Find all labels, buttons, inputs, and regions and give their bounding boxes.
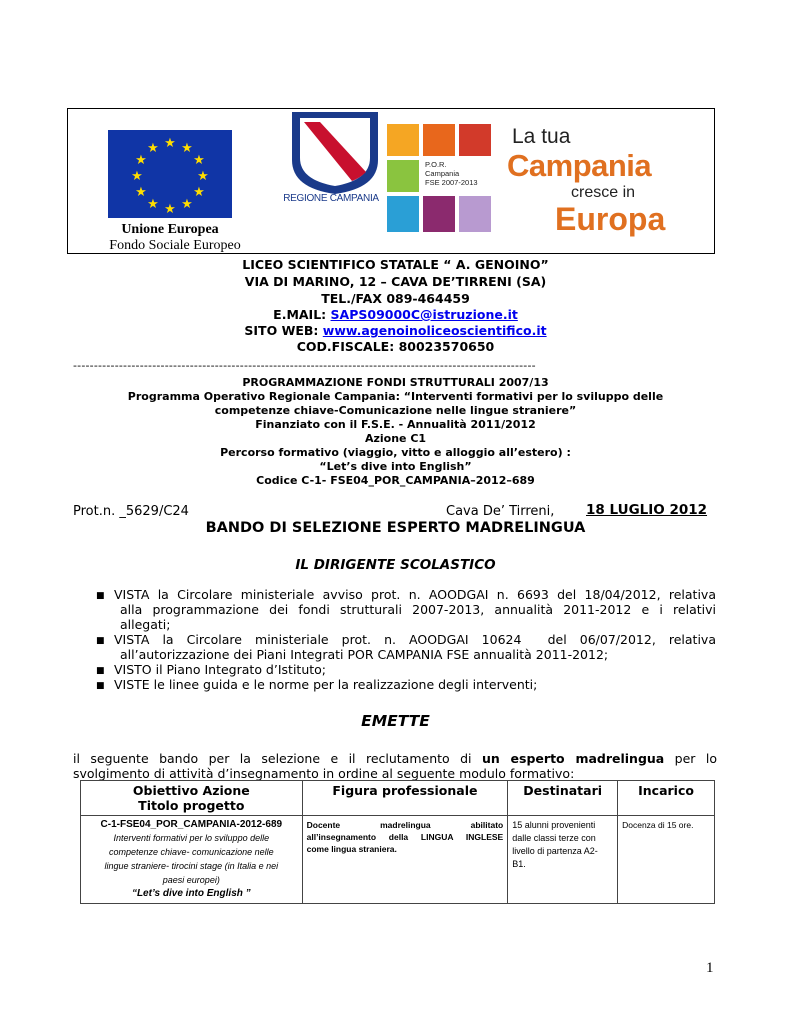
bullet-1-line2: alla programmazione dei fondi strutturali 2007-2013, annualità 2011-2012 e i relativi <box>120 602 716 617</box>
bullet-icon: ■ <box>96 636 105 646</box>
header-obiettivo-line2: Titolo progetto <box>138 798 245 813</box>
cell-figura <box>302 816 508 904</box>
figura-line3: come lingua straniera. <box>306 844 397 854</box>
website-link[interactable]: www.agenoinoliceoscientifico.it <box>322 323 547 338</box>
svg-text:★: ★ <box>164 136 176 151</box>
project-title-line1: Interventi formativi per lo sviluppo delle <box>113 833 270 843</box>
intro-part2: per lo <box>664 751 717 766</box>
bullet-1-line3: allegati; <box>120 617 171 632</box>
bullet-icon: ■ <box>96 681 105 691</box>
list-item <box>96 677 716 692</box>
separator-line: --------------------------------------------------------------------------------------------------------------- <box>73 359 536 372</box>
email-label: E.MAIL: <box>273 307 331 322</box>
figura-line2: all’insegnamento della LINGUA INGLESE <box>306 832 504 842</box>
list-item <box>96 662 716 677</box>
project-title-line2: competenze chiave- comunicazione nelle <box>109 847 274 857</box>
figura-line1: Docente madrelingua abilitato <box>306 820 504 830</box>
regione-campania-label: REGIONE CAMPANIA <box>283 193 379 204</box>
por-label-line3: FSE 2007-2013 <box>425 178 478 187</box>
emette-heading: EMETTE <box>361 712 430 730</box>
header-obiettivo-line1: Obiettivo Azione <box>132 783 250 798</box>
dirigente-heading: IL DIRIGENTE SCOLASTICO <box>295 557 496 573</box>
bullet-3-line1: VISTO il Piano Integrato d’Istituto; <box>114 662 326 677</box>
web-label: SITO WEB: <box>244 323 323 338</box>
project-title-line4: paesi europei) <box>162 875 220 885</box>
intro-paragraph-line2: svolgimento di attività d’insegnamento in ordine al seguente modulo formativo: <box>73 766 575 781</box>
por-label-line2: Campania <box>425 169 460 178</box>
modulo-table <box>80 780 715 904</box>
svg-text:★: ★ <box>147 197 159 212</box>
slogan-campania: Campania <box>507 148 652 183</box>
page-number: 1 <box>706 960 714 976</box>
protocol-number: Prot.n. _5629/C24 <box>73 504 189 519</box>
eu-flag-logo <box>108 130 232 218</box>
school-address: VIA DI MARINO, 12 – CAVA DE’TIRRENI (SA) <box>244 274 547 289</box>
bullet-1-line1: VISTA la Circolare ministeriale avviso prot. n. AOODGAI n. 6693 del 18/04/2012, relativa <box>114 587 716 602</box>
svg-text:★: ★ <box>181 141 193 156</box>
document-date: 18 LUGLIO 2012 <box>586 502 708 518</box>
svg-text:★: ★ <box>181 197 193 212</box>
slogan-cresce-in: cresce in <box>571 184 636 201</box>
svg-text:★: ★ <box>131 169 143 184</box>
por-fse-label <box>425 160 478 187</box>
list-item <box>96 587 716 632</box>
program-line-5: Azione C1 <box>364 432 427 445</box>
svg-text:★: ★ <box>135 185 147 200</box>
intro-part1: il seguente bando per la selezione e il reclutamento di <box>73 751 482 766</box>
destinatari-line2: dalle classi terze con <box>512 833 596 843</box>
school-email-line <box>0 307 791 323</box>
destinatari-line4: B1. <box>512 859 526 869</box>
project-code: C-1-FSE04_POR_CAMPANIA-2012-689 <box>100 819 283 830</box>
svg-text:★: ★ <box>147 141 159 156</box>
svg-text:★: ★ <box>197 169 209 184</box>
project-title-line5: “Let’s dive into English ” <box>131 888 251 899</box>
place-label: Cava De’ Tirreni, <box>446 504 555 519</box>
table-row <box>81 816 715 904</box>
eu-caption-subtitle: Fondo Sociale Europeo <box>109 238 241 253</box>
cell-incarico: Docenza di 15 ore. <box>618 816 715 904</box>
svg-text:★: ★ <box>135 153 147 168</box>
bullet-list <box>96 587 716 692</box>
intro-paragraph-line1 <box>73 751 717 766</box>
slogan-la-tua: La tua <box>512 125 571 148</box>
bullet-2-line1: VISTA la Circolare ministeriale prot. n. AOODGAI 10624 del 06/07/2012, relativa <box>114 632 716 647</box>
header-obiettivo <box>81 781 303 816</box>
school-name: LICEO SCIENTIFICO STATALE “ A. GENOINO” <box>242 257 549 272</box>
program-line-1: PROGRAMMAZIONE FONDI STRUTTURALI 2007/13 <box>242 376 549 389</box>
program-line-3: competenze chiave-Comunicazione nelle lingue straniere” <box>214 404 577 417</box>
cell-obiettivo <box>81 816 303 904</box>
header-destinatari: Destinatari <box>508 781 618 816</box>
svg-text:★: ★ <box>164 202 176 217</box>
program-line-6: Percorso formativo (viaggio, vitto e alloggio all’estero) : <box>220 446 571 459</box>
cell-destinatari <box>508 816 618 904</box>
bando-title: BANDO DI SELEZIONE ESPERTO MADRELINGUA <box>205 520 586 536</box>
destinatari-line3: livello di partenza A2- <box>512 846 598 856</box>
svg-text:★: ★ <box>193 153 205 168</box>
bullet-icon: ■ <box>96 666 105 676</box>
header-figura: Figura professionale <box>302 781 508 816</box>
program-line-8: Codice C-1- FSE04_POR_CAMPANIA–2012–689 <box>256 474 535 487</box>
eu-stars-icon <box>108 130 232 218</box>
header-incarico: Incarico <box>618 781 715 816</box>
school-codfiscale: COD.FISCALE: 80023570650 <box>296 339 495 354</box>
svg-text:★: ★ <box>193 185 205 200</box>
program-line-2: Programma Operativo Regionale Campania: “Interventi formativi per lo sviluppo delle <box>127 390 664 403</box>
slogan-europa: Europa <box>555 201 666 237</box>
school-web-line <box>0 323 791 339</box>
program-line-7: “Let’s dive into English” <box>319 460 472 473</box>
intro-bold: un esperto madrelingua <box>481 751 665 766</box>
bullet-4-line1: VISTE le linee guida e le norme per la realizzazione degli interventi; <box>114 677 538 692</box>
program-line-4: Finanziato con il F.S.E. - Annualità 2011/2012 <box>255 418 536 431</box>
project-title-line3: lingue straniere- tirocini stage (in Italia e nei <box>104 861 279 871</box>
bullet-icon: ■ <box>96 591 105 601</box>
destinatari-line1: 15 alunni provenienti <box>512 820 596 830</box>
table-header-row <box>81 781 715 816</box>
bullet-2-line2: all’autorizzazione dei Piani Integrati POR CAMPANIA FSE annualità 2011-2012; <box>120 647 609 662</box>
email-link[interactable]: SAPS09000C@istruzione.it <box>330 307 518 322</box>
eu-caption-title: Unione Europea <box>121 222 219 237</box>
school-telfax: TEL./FAX 089-464459 <box>321 291 470 306</box>
list-item <box>96 632 716 662</box>
por-label-line1: P.O.R. <box>425 160 447 169</box>
